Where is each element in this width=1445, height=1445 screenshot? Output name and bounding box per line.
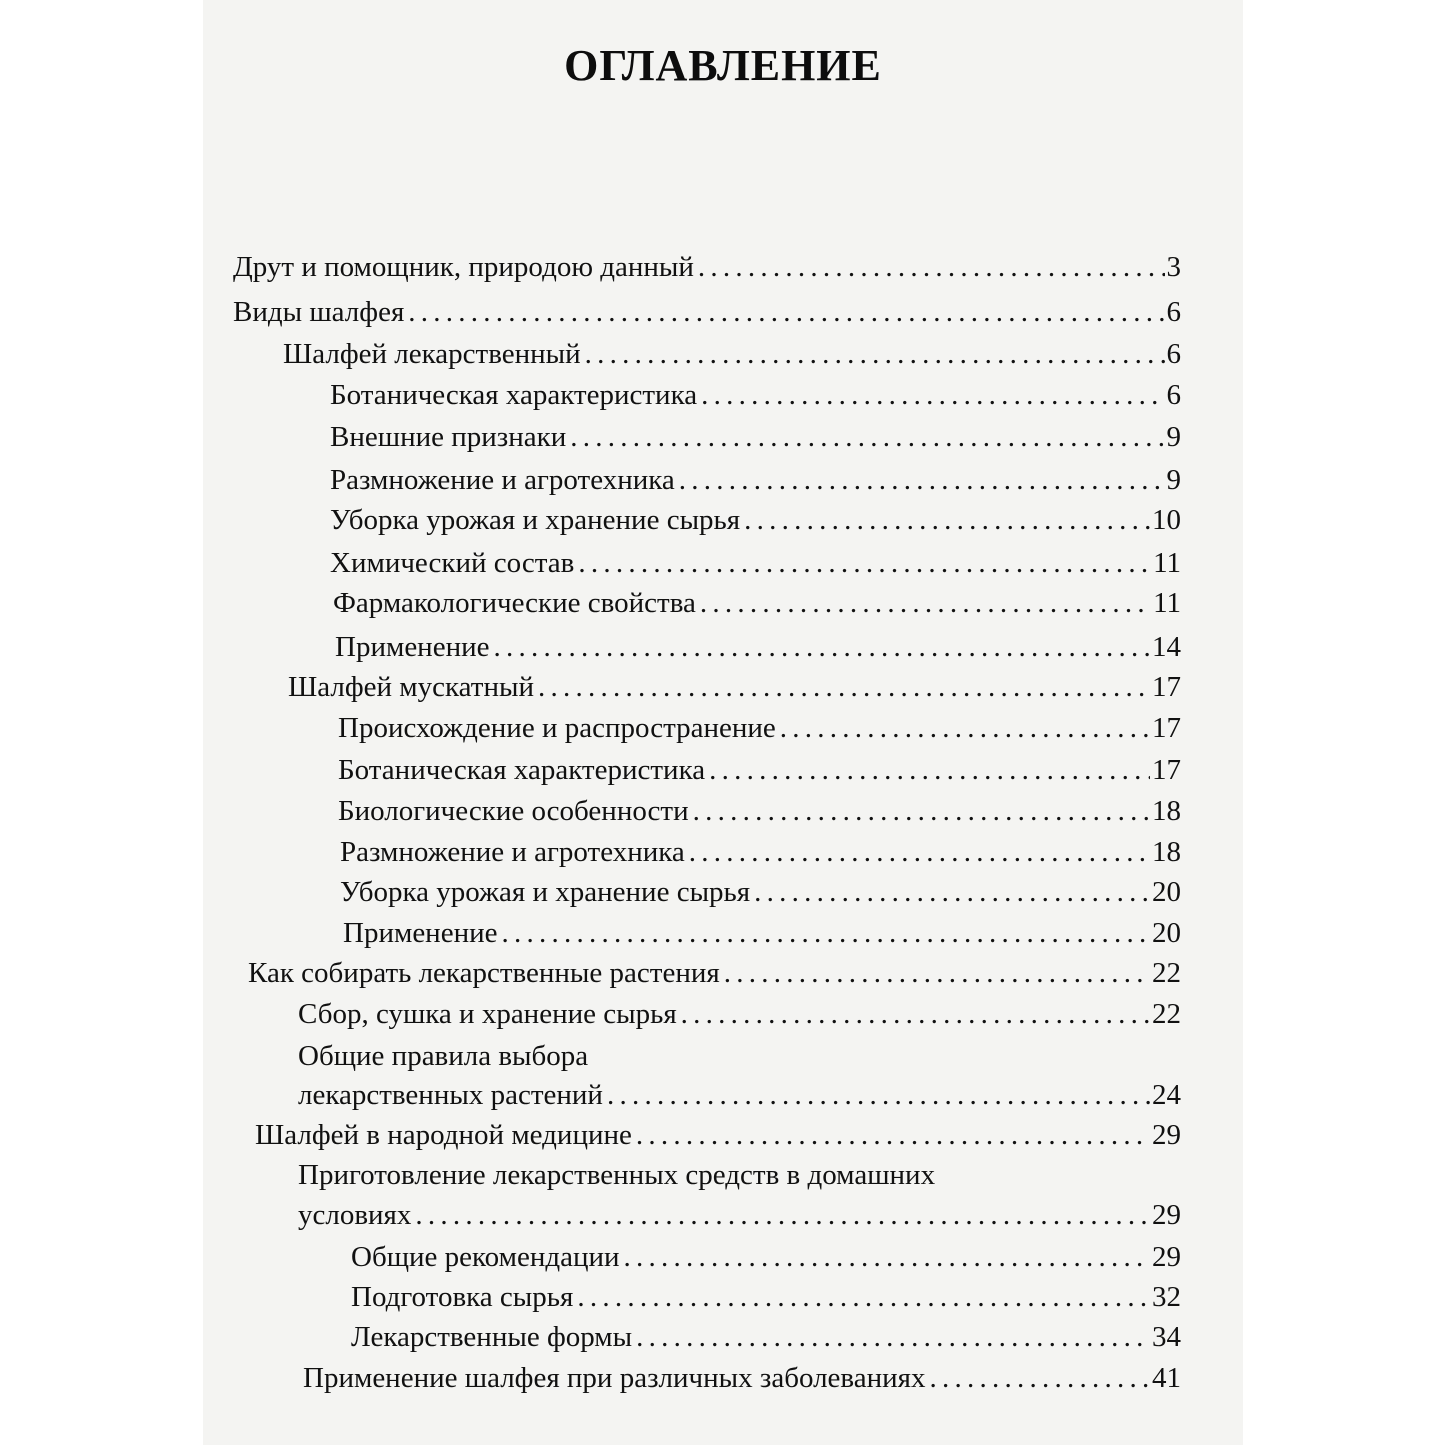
toc-entry[interactable] — [303, 1361, 1181, 1395]
toc-entry[interactable] — [330, 378, 1181, 412]
toc-entry-label-line1: Общие правила выбора — [298, 1040, 589, 1072]
toc-leader-dots — [577, 1280, 1150, 1314]
toc-leader-dots — [754, 875, 1150, 909]
toc-entry-label: Шалфей в народной медицине — [255, 1119, 632, 1151]
toc-entry[interactable] — [340, 875, 1181, 909]
toc-entry-label: Виды шалфея — [233, 296, 405, 328]
toc-entry-label: Химический состав — [330, 547, 575, 579]
toc-entry[interactable] — [338, 711, 1181, 745]
toc-entry[interactable] — [338, 794, 1181, 828]
toc-leader-dots — [585, 337, 1165, 371]
book-page — [203, 0, 1243, 1445]
toc-leader-dots — [681, 997, 1150, 1031]
toc-entry-label: Лекарственные формы — [351, 1321, 633, 1353]
toc-entry[interactable] — [333, 586, 1181, 620]
toc-entry-label: Внешние признаки — [330, 421, 567, 453]
toc-entry-label: Друт и помощник, природою данный — [233, 251, 694, 283]
toc-leader-dots — [624, 1240, 1150, 1274]
toc-entry-label: Размножение и агротехника — [340, 836, 685, 868]
toc-entry[interactable] — [330, 420, 1181, 454]
toc-entry-label: Ботаническая характеристика — [338, 754, 706, 786]
toc-entry[interactable] — [288, 670, 1181, 704]
toc-page-number: 22 — [1152, 957, 1181, 989]
toc-entry-label: Применение — [335, 631, 490, 663]
toc-page-number: 17 — [1152, 671, 1181, 703]
toc-entry-label: условиях — [298, 1199, 412, 1231]
toc-entry-label: Размножение и агротехника — [330, 464, 675, 496]
toc-entry-label: Уборка урожая и хранение сырья — [340, 876, 751, 908]
toc-page-number: 32 — [1152, 1281, 1181, 1313]
toc-entry[interactable] — [298, 997, 1181, 1031]
toc-entry-label: Биологические особенности — [338, 795, 689, 827]
toc-leader-dots — [607, 1078, 1150, 1112]
toc-leader-dots — [494, 630, 1151, 664]
toc-entry-label: Фармакологические свойства — [333, 587, 696, 619]
toc-page-number: 29 — [1152, 1199, 1181, 1231]
toc-page-number: 29 — [1152, 1119, 1181, 1151]
toc-page-number: 41 — [1152, 1362, 1181, 1394]
toc-leader-dots — [636, 1118, 1150, 1152]
toc-entry[interactable] — [233, 295, 1181, 329]
toc-page-number: 24 — [1152, 1079, 1181, 1111]
toc-entry[interactable] — [351, 1240, 1181, 1274]
toc-leader-dots — [502, 916, 1151, 950]
toc-page-number: 6 — [1166, 338, 1181, 370]
toc-page-number: 20 — [1152, 917, 1181, 949]
toc-entry-label: Происхождение и распространение — [338, 712, 776, 744]
toc-leader-dots — [689, 835, 1150, 869]
toc-page-number: 6 — [1166, 379, 1181, 411]
toc-leader-dots — [538, 670, 1150, 704]
toc-leader-dots — [701, 378, 1164, 412]
toc-entry[interactable] — [330, 463, 1181, 497]
toc-entry-label: Шалфей лекарственный — [283, 338, 581, 370]
toc-entry[interactable] — [351, 1280, 1181, 1314]
toc-entry[interactable] — [340, 835, 1181, 869]
toc-entry-label: Подготовка сырья — [351, 1281, 574, 1313]
toc-page-number: 18 — [1152, 795, 1181, 827]
toc-page-number: 17 — [1152, 712, 1181, 744]
toc-leader-dots — [929, 1361, 1150, 1395]
toc-entry-label: Применение шалфея при различных заболеваниях — [303, 1362, 926, 1394]
toc-leader-dots — [698, 250, 1165, 284]
toc-leader-dots — [636, 1320, 1150, 1354]
toc-page-number: 3 — [1166, 251, 1181, 283]
toc-entry-label: Шалфей мускатный — [288, 671, 534, 703]
toc-entry[interactable] — [343, 916, 1181, 950]
toc-entry-label: Сбор, сушка и хранение сырья — [298, 998, 677, 1030]
toc-page-number: 11 — [1153, 587, 1181, 619]
toc-leader-dots — [408, 295, 1164, 329]
toc-leader-dots — [415, 1198, 1150, 1232]
toc-entry[interactable] — [233, 250, 1181, 284]
toc-entry[interactable] — [335, 630, 1181, 664]
toc-entry[interactable] — [330, 546, 1181, 580]
toc-entry-label: Общие рекомендации — [351, 1241, 620, 1273]
toc-leader-dots — [700, 586, 1151, 620]
toc-entry[interactable] — [338, 753, 1181, 787]
toc-entry[interactable] — [298, 1078, 1181, 1112]
toc-entry[interactable] — [248, 956, 1181, 990]
toc-entry-label: Ботаническая характеристика — [330, 379, 698, 411]
toc-page-number: 14 — [1152, 631, 1181, 663]
page-title: ОГЛАВЛЕНИЕ — [564, 41, 882, 90]
toc-entry[interactable] — [298, 1198, 1181, 1232]
toc-page-number: 9 — [1166, 464, 1181, 496]
toc-entry-label: Как собирать лекарственные растения — [248, 957, 720, 989]
toc-entry[interactable] — [330, 503, 1181, 537]
toc-entry-label-line1: Приготовление лекарственных средств в домашних — [298, 1159, 936, 1191]
toc-entry[interactable] — [283, 337, 1181, 371]
toc-page-number: 11 — [1153, 547, 1181, 579]
toc-page-number: 9 — [1166, 421, 1181, 453]
toc-leader-dots — [780, 711, 1150, 745]
toc-leader-dots — [744, 503, 1150, 537]
toc-page-number: 29 — [1152, 1241, 1181, 1273]
toc-entry[interactable] — [255, 1118, 1181, 1152]
toc-page-number: 22 — [1152, 998, 1181, 1030]
toc-entry-label: Применение — [343, 917, 498, 949]
table-of-contents — [203, 0, 1243, 1445]
toc-page-number: 18 — [1152, 836, 1181, 868]
toc-leader-dots — [724, 956, 1150, 990]
toc-page-number: 10 — [1152, 504, 1181, 536]
toc-leader-dots — [709, 753, 1150, 787]
toc-entry[interactable] — [351, 1320, 1181, 1354]
toc-page-number: 6 — [1166, 296, 1181, 328]
toc-leader-dots — [570, 420, 1164, 454]
toc-leader-dots — [693, 794, 1150, 828]
toc-page-number: 17 — [1152, 754, 1181, 786]
toc-entry-label: Уборка урожая и хранение сырья — [330, 504, 741, 536]
toc-leader-dots — [578, 546, 1151, 580]
toc-page-number: 20 — [1152, 876, 1181, 908]
toc-leader-dots — [679, 463, 1165, 497]
toc-entry-label: лекарственных растений — [298, 1079, 603, 1111]
toc-page-number: 34 — [1152, 1321, 1181, 1353]
